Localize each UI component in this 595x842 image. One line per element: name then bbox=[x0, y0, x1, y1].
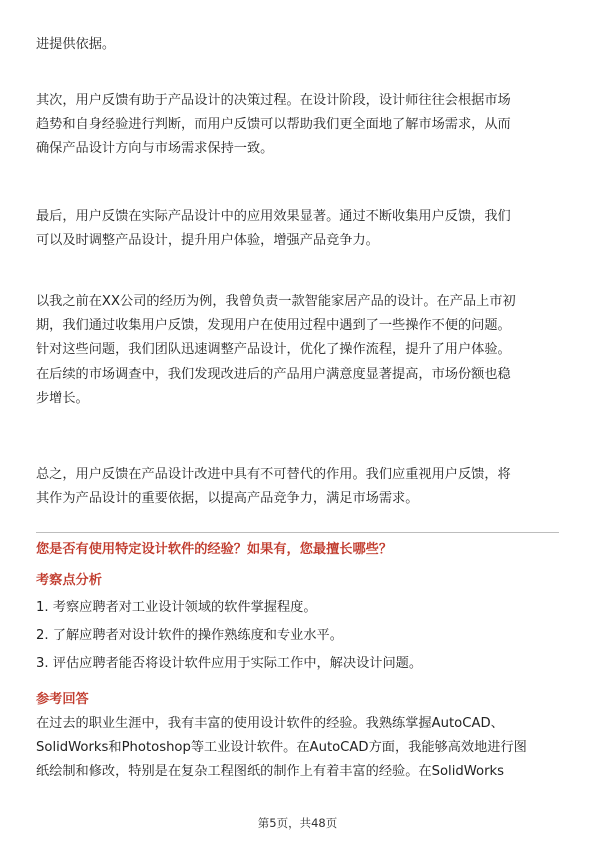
analysis-item: 3. 评估应聘者能否将设计软件应用于实际工作中，解决设计问题。 bbox=[36, 656, 423, 671]
section-divider bbox=[36, 532, 559, 533]
body-paragraph-effect: 最后，用户反馈在实际产品设计中的应用效果显著。通过不断收集用户反馈，我们 可以及时调整产品设计，提升用户体验，增强产品竞争力。 bbox=[36, 209, 511, 249]
analysis-item: 1. 考察应聘者对工业设计领域的软件掌握程度。 bbox=[36, 600, 317, 615]
body-paragraph-continuation: 进提供依据。 bbox=[36, 37, 116, 52]
answer-heading: 参考回答 bbox=[36, 692, 89, 707]
body-paragraph-decision: 其次，用户反馈有助于产品设计的决策过程。在设计阶段，设计师往往会根据市场 趋势和自身经验进行判断，而用户反馈可以帮助我们更全面地了解市场需求，从而 确保产品设计方向与市场需求保持一致。 bbox=[36, 93, 511, 157]
body-paragraph-conclusion: 总之，用户反馈在产品设计改进中具有不可替代的作用。我们应重视用户反馈，将 其作为产品设计的重要依据，以提高产品竞争力，满足市场需求。 bbox=[36, 467, 511, 507]
answer-paragraph: 在过去的职业生涯中，我有丰富的使用设计软件的经验。我熟练掌握AutoCAD、 SolidWorks和Photoshop等工业设计软件。在AutoCAD方面，我能够高效地进行图 纸绘制和修改，特别是在复杂工程图纸的制作上有着丰富的经验。在SolidWorks bbox=[36, 716, 527, 780]
analysis-item: 2. 了解应聘者对设计软件的操作熟练度和专业水平。 bbox=[36, 628, 343, 643]
page-number-footer: 第5页，共48页 bbox=[257, 816, 338, 830]
body-paragraph-example: 以我之前在XX公司的经历为例，我曾负责一款智能家居产品的设计。在产品上市初 期，我们通过收集用户反馈，发现用户在使用过程中遇到了一些操作不便的问题。 针对这些问题，我们团队迅速调整产品设计，优化了操作流程，提升了用户体验。 在后续的市场调查中，我们发现改进后的产品用户满意度显著提高，市场份额也稳 步增长。 bbox=[36, 294, 516, 406]
analysis-heading: 考察点分析 bbox=[36, 573, 102, 588]
interview-question: 您是否有使用特定设计软件的经验？如果有，您最擅长哪些？ bbox=[36, 542, 393, 557]
